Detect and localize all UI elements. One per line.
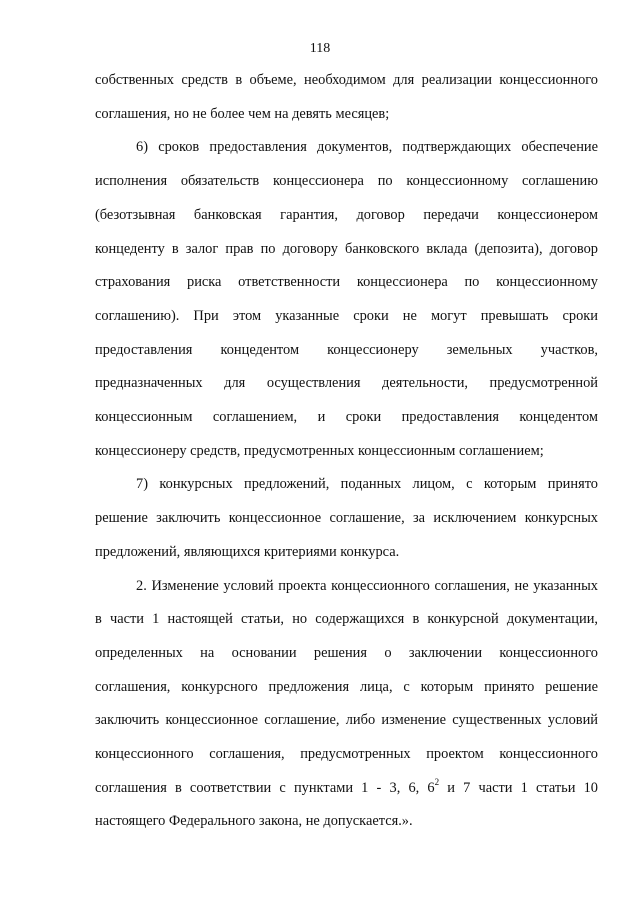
- text-line-with-superscript: [95, 772, 598, 806]
- text-line: определенных на основании решения о заключении концессионного: [95, 644, 598, 661]
- text-line: страхования риска ответственности концессионера по концессионному: [95, 274, 598, 291]
- text-line: предложений, являющихся критериями конкурса.: [95, 543, 400, 560]
- text-line: концессионного соглашения, предусмотренных проектом концессионного: [95, 746, 598, 763]
- text-line: соглашения, конкурсного предложения лица, с которым принято решение: [95, 678, 598, 695]
- paragraph-continuation: [95, 64, 598, 131]
- superscript-index: 2: [434, 776, 440, 787]
- text-line: в части 1 настоящей статьи, но содержащихся в конкурсной документации,: [95, 611, 598, 628]
- text-line: исполнения обязательств концессионера по концессионному соглашению: [95, 173, 598, 190]
- text-line: концессионеру средств, предусмотренных концессионным соглашением;: [95, 442, 544, 459]
- text-line: концеденту в залог прав по договору банковского вклада (депозита), договор: [95, 240, 598, 257]
- text-line: решение заключить концессионное соглашение, за исключением конкурсных: [95, 510, 598, 527]
- text-line: соглашения, но не более чем на девять месяцев;: [95, 105, 390, 122]
- text-line: соглашению). При этом указанные сроки не могут превышать сроки: [95, 307, 598, 324]
- paragraph-item-6: [95, 131, 598, 468]
- text-line: собственных средств в объеме, необходимом для реализации концессионного: [95, 72, 598, 88]
- text-line: предоставления концедентом концессионеру земельных участков,: [95, 341, 598, 358]
- text-fragment: и 7 части 1 статьи 10: [439, 779, 598, 796]
- text-fragment: соглашения в соответствии с пунктами 1 - 3, 6, 6: [95, 779, 435, 796]
- text-line: (безотзывная банковская гарантия, договор передачи концессионером: [95, 206, 598, 223]
- document-body: [95, 64, 598, 839]
- text-line: настоящего Федерального закона, не допускается.».: [95, 813, 413, 830]
- text-line: предназначенных для осуществления деятельности, предусмотренной: [95, 375, 598, 392]
- text-line: 6) сроков предоставления документов, подтверждающих обеспечение: [136, 139, 598, 156]
- text-line: 7) конкурсных предложений, поданных лицом, с которым принято: [136, 476, 598, 493]
- text-line: концессионным соглашением, и сроки предоставления концедентом: [95, 409, 598, 426]
- paragraph-item-7: [95, 468, 598, 569]
- text-line: 2. Изменение условий проекта концессионного соглашения, не указанных: [136, 577, 598, 594]
- page-number: 118: [309, 41, 331, 56]
- text-line: заключить концессионное соглашение, либо изменение существенных условий: [95, 712, 598, 729]
- paragraph-part-2: [95, 570, 598, 840]
